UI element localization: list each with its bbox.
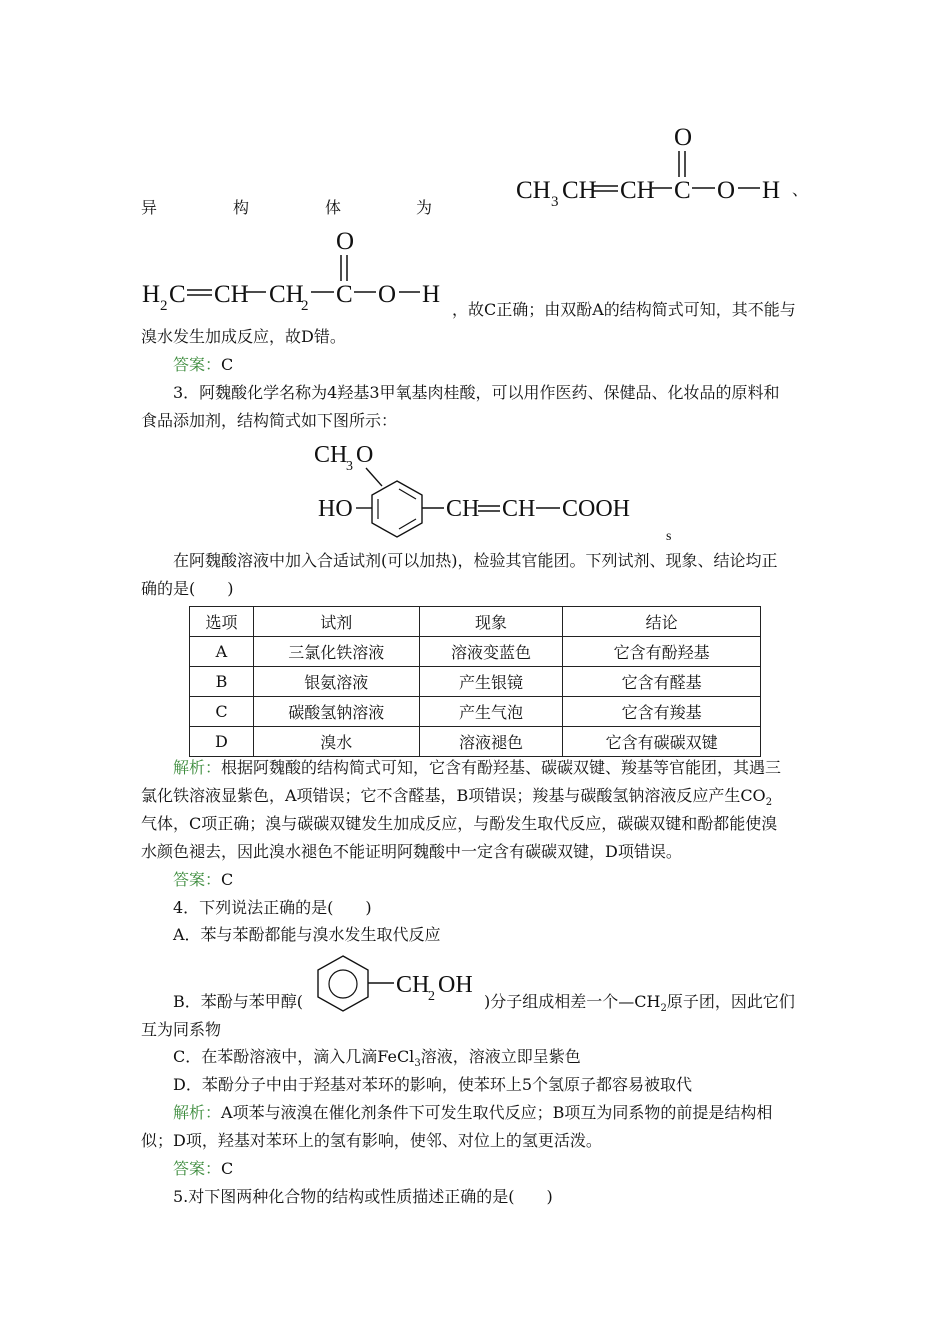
iso-char-2: 构 (233, 198, 250, 217)
table-cell: B (190, 667, 254, 697)
table-cell: 它含有碳碳双键 (563, 727, 761, 757)
s-ch3o-o: O (356, 442, 374, 468)
answer-value: C (221, 870, 234, 889)
benzyl-alcohol-structure (312, 950, 484, 1018)
f2-c1: C (169, 281, 186, 308)
q3-stem-line1: 3．阿魏酸化学名称为4羟基3甲氧基肉桂酸，可以用作医药、保健品、化妆品的原料和 (173, 383, 780, 402)
s-s: s (666, 529, 672, 544)
table-cell: 它含有酚羟基 (563, 637, 761, 667)
table-row (190, 667, 761, 697)
s-ch1: CH (446, 496, 480, 522)
q4-option-d: D．苯酚分子中由于羟基对苯环的影响，使苯环上5个氢原子都容易被取代 (173, 1075, 693, 1094)
table-header: 现象 (419, 607, 563, 637)
q2-answer (173, 355, 233, 375)
q4-option-a: A．苯与苯酚都能与溴水发生取代反应 (173, 925, 441, 944)
iso-char-1: 异 (141, 198, 158, 217)
q3-analysis-line3: 气体，C项正确；溴与碳碳双键发生加成反应，与酚发生取代反应，碳碳双键和酚都能使溴 (141, 814, 778, 833)
f2-c: C (336, 281, 353, 308)
f2-sub2a: 2 (160, 298, 168, 314)
table-header-row (190, 607, 761, 637)
f1-c: C (674, 177, 691, 204)
table-cell: 溶液褪色 (419, 727, 563, 757)
q3-stem-line2: 食品添加剂，结构简式如下图所示： (141, 411, 398, 430)
options-table (189, 606, 761, 757)
q3-answer (173, 870, 233, 890)
q4-analysis-line2: 似；D项，羟基对苯环上的氢有影响，使邻、对位上的氢更活泼。 (141, 1131, 602, 1150)
formula-vinylacetic-acid (138, 224, 448, 316)
table-cell: A (190, 637, 254, 667)
q3-analysis-line2: 氯化铁溶液显紫色，A项错误；它不含醛基，B项错误；羧基与碳酸氢钠溶液反应产生$CO_2$ (141, 786, 773, 809)
s-ch3o-c: CH (314, 442, 348, 468)
table-cell: 溴水 (253, 727, 419, 757)
q4-stem: 4．下列说法正确的是( ) (173, 898, 372, 917)
q4-option-c: C．在苯酚溶液中，滴入几滴FeCl$_3$溶液，溶液立即呈紫色 (173, 1047, 581, 1070)
formula-crotonic-acid (510, 120, 810, 212)
table-cell: 它含有羧基 (563, 697, 761, 727)
table-header: 选项 (190, 607, 254, 637)
q4-option-b-line2: 互为同系物 (141, 1020, 222, 1039)
table-header: 结论 (563, 607, 761, 637)
s-ch3o-3: 3 (346, 459, 353, 474)
f1-o: O (717, 177, 736, 204)
iso-char-3: 体 (325, 198, 342, 217)
f2-ch2: CH (269, 281, 304, 308)
q2-line1-tail: ，故C正确；由双酚A的结构简式可知，其不能与 (452, 300, 796, 319)
f2-o-dbl: O (336, 228, 355, 255)
s-ch2: CH (502, 496, 536, 522)
b-oh: OH (438, 972, 473, 998)
q2-line2: 溴水发生加成反应，故D错。 (141, 327, 346, 346)
q3-task-line1: 在阿魏酸溶液中加入合适试剂(可以加热)，检验其官能团。下列试剂、现象、结论均正 (173, 551, 778, 570)
table-cell: 三氯化铁溶液 (253, 637, 419, 667)
q5-stem: 5.对下图两种化合物的结构或性质描述正确的是( ) (173, 1187, 553, 1206)
answer-value: C (221, 355, 234, 374)
q3-analysis-line4: 水颜色褪去，因此溴水褪色不能证明阿魏酸中一定含有碳碳双键，D项错误。 (141, 842, 682, 861)
benzene-ring (318, 956, 368, 1011)
table-cell: 它含有醛基 (563, 667, 761, 697)
table-row (190, 727, 761, 757)
b-sub2: 2 (428, 989, 435, 1004)
benzene-ring (372, 481, 422, 537)
f1-h: H (762, 177, 781, 204)
f1-sub3: 3 (551, 194, 559, 210)
table-cell: 溶液变蓝色 (419, 637, 563, 667)
iso-char-4: 为 (416, 198, 433, 217)
table-cell: 产生银镜 (419, 667, 563, 697)
table-row (190, 637, 761, 667)
q4-analysis-line1: 解析：A项苯与液溴在催化剂条件下可发生取代反应；B项互为同系物的前提是结构相 (173, 1103, 773, 1122)
answer-value: C (221, 1159, 234, 1178)
analysis-label: 解析： (173, 1103, 222, 1122)
f1-o-dbl: O (674, 124, 693, 151)
table-cell: 产生气泡 (419, 697, 563, 727)
table-header: 试剂 (253, 607, 419, 637)
q4-answer (173, 1159, 233, 1179)
f2-ch: CH (214, 281, 249, 308)
f2-h-end: H (422, 281, 441, 308)
answer-label: 答案： (173, 355, 222, 374)
f2-sub2b: 2 (301, 298, 309, 314)
answer-label: 答案： (173, 870, 222, 889)
f1-ch-b: CH (620, 177, 655, 204)
table-cell: C (190, 697, 254, 727)
q3-task-line2: 确的是( ) (141, 579, 234, 598)
f1-ch3: CH (516, 177, 551, 204)
f2-h: H (142, 281, 161, 308)
analysis-label: 解析： (173, 758, 222, 777)
table-cell: 碳酸氢钠溶液 (253, 697, 419, 727)
q4-option-b-pre: B．苯酚与苯甲醇( (173, 992, 304, 1011)
table-row (190, 697, 761, 727)
s-cooh: COOH (562, 496, 631, 522)
f2-o: O (378, 281, 397, 308)
q4-option-b-post: )分子组成相差一个$—CH_2$原子团，因此它们 (484, 992, 795, 1015)
answer-label: 答案： (173, 1159, 222, 1178)
s-ho: HO (318, 496, 353, 522)
enum-comma: 、 (792, 180, 809, 199)
ferulic-acid-structure (310, 436, 690, 548)
table-cell: 银氨溶液 (253, 667, 419, 697)
table-cell: D (190, 727, 254, 757)
b-ch: CH (396, 972, 430, 998)
q3-analysis-line1: 解析：根据阿魏酸的结构简式可知，它含有酚羟基、碳碳双键、羧基等官能团，其遇三 (173, 758, 782, 777)
f1-ch-a: CH (562, 177, 597, 204)
